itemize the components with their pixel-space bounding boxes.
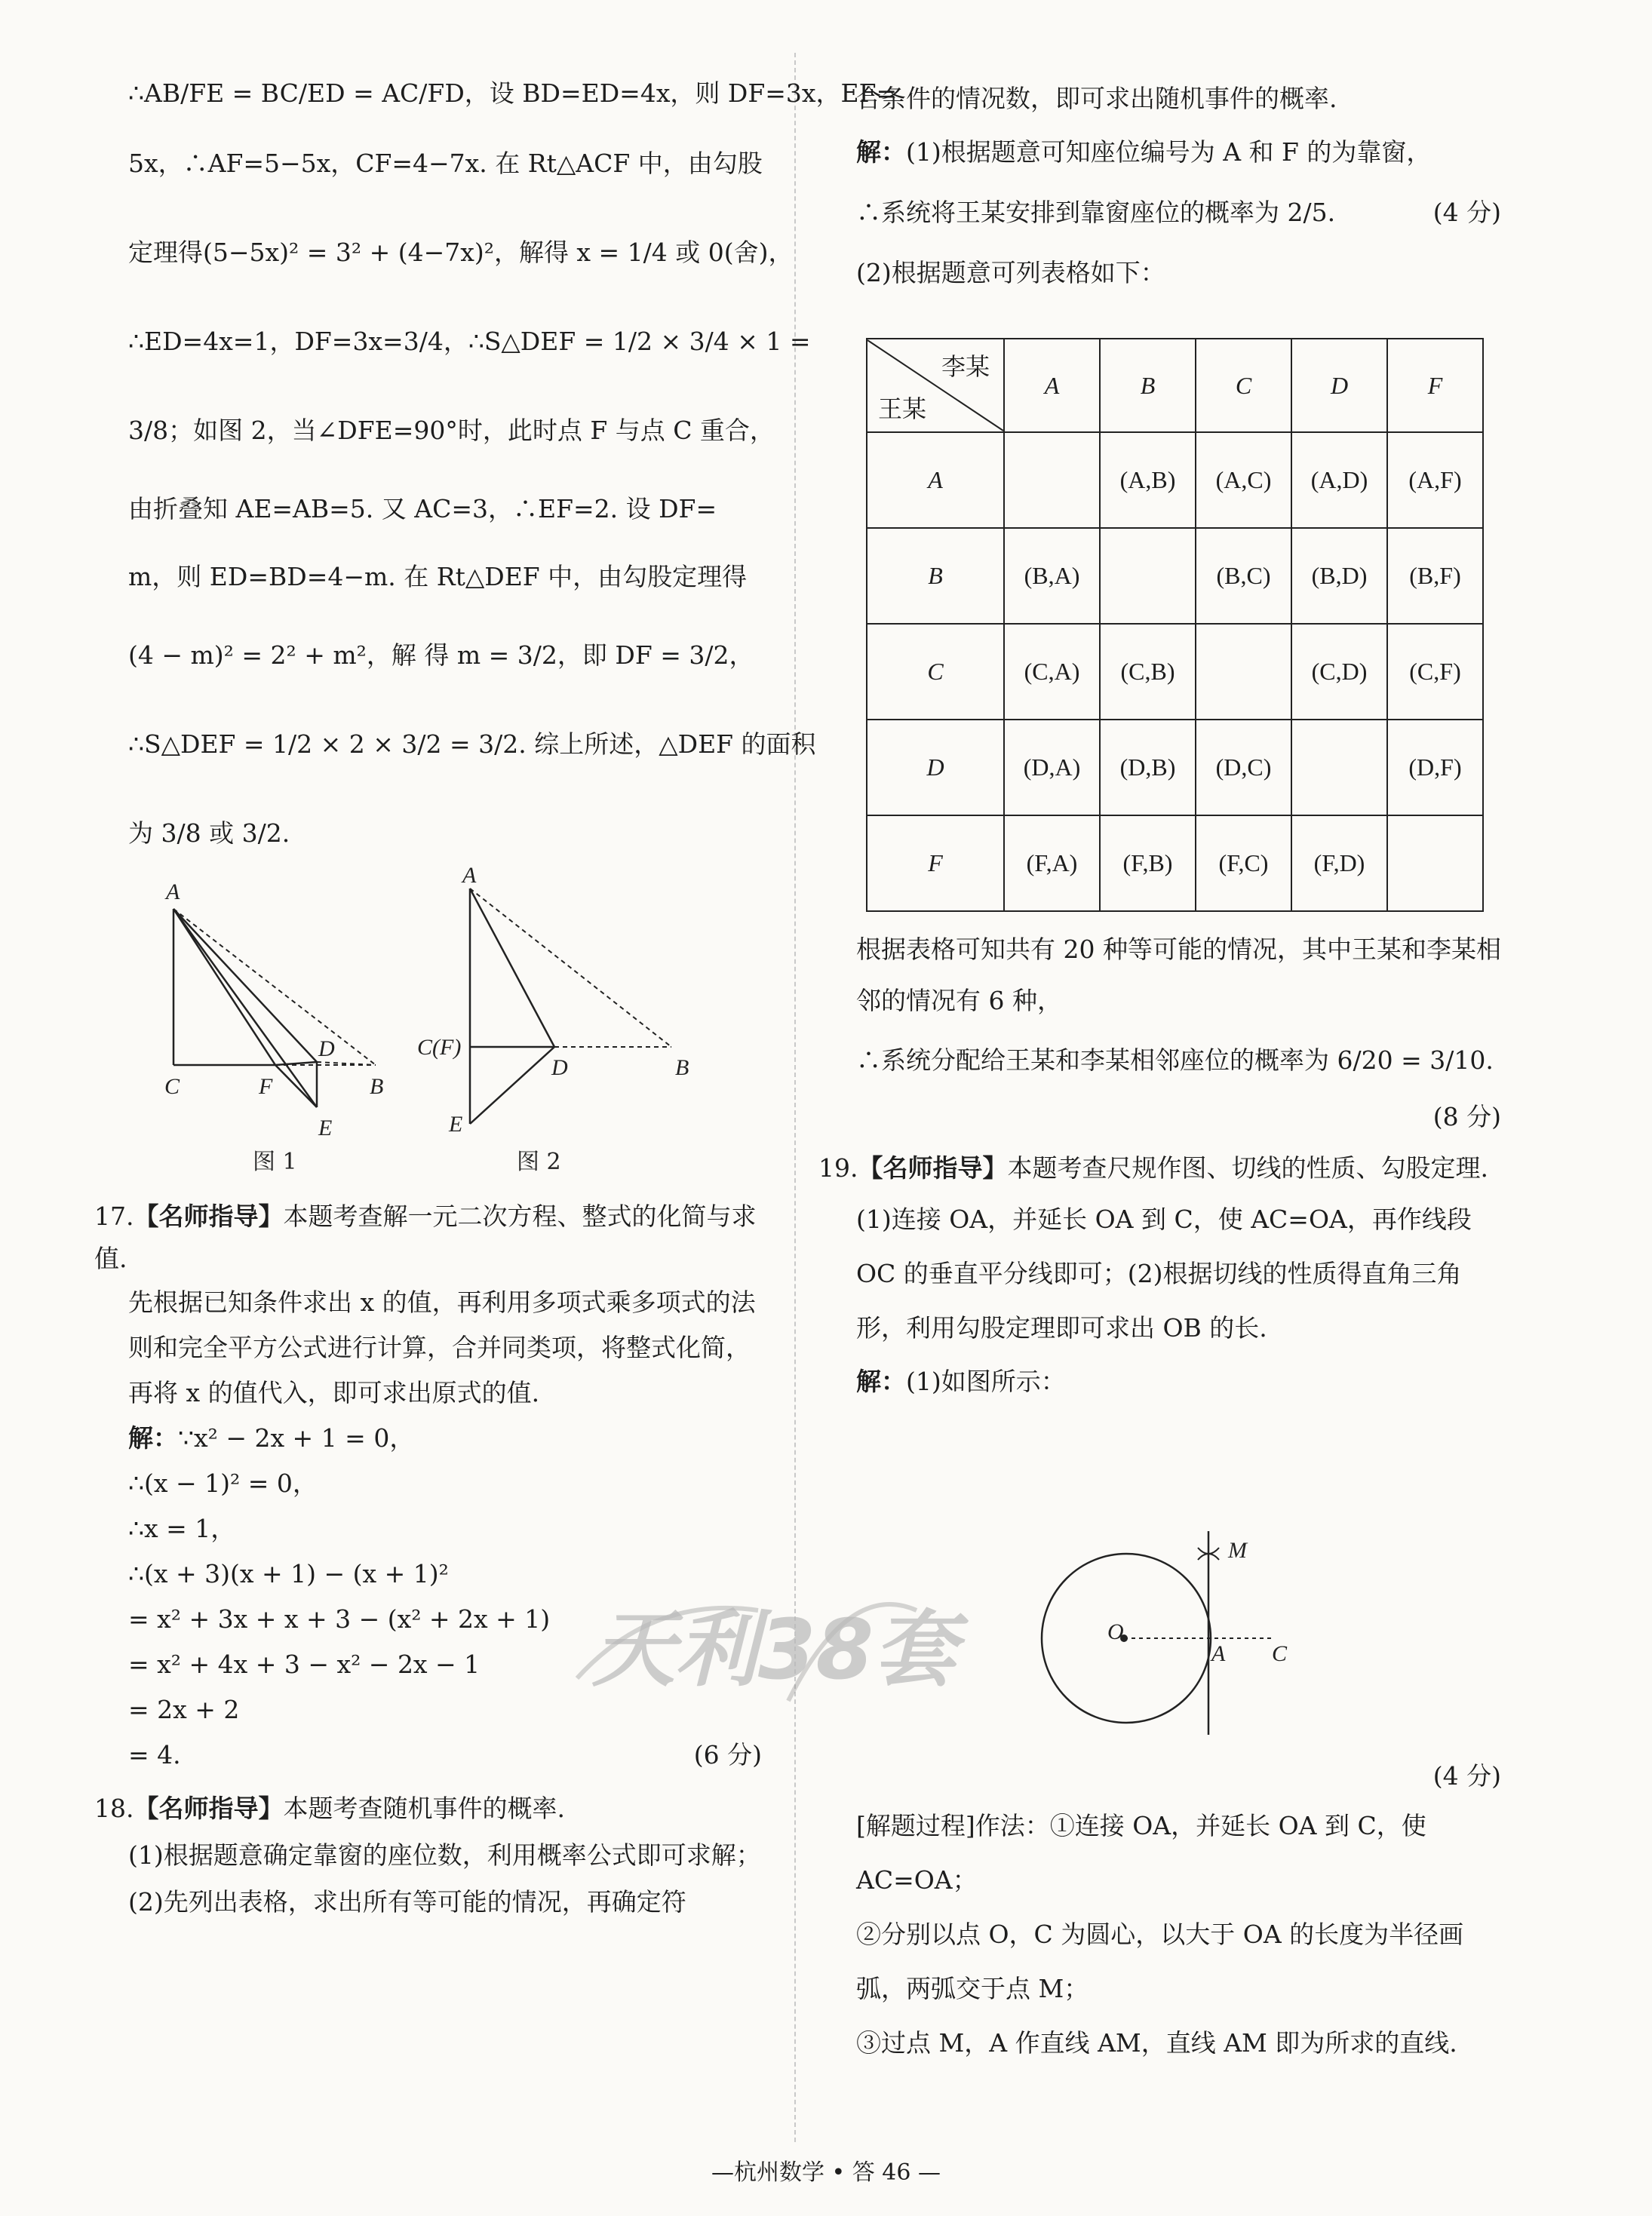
- table-cell: (D,A): [1004, 720, 1100, 815]
- q18-part1: (1)根据题意可知座位编号为 A 和 F 的为靠窗，: [906, 137, 1432, 167]
- q18-solve-label: 解：: [856, 137, 906, 167]
- q17-tag: 【名师指导】: [134, 1202, 284, 1231]
- col-header: F: [1387, 339, 1483, 432]
- solution-line: m，则 ED=BD=4−m. 在 Rt△DEF 中，由勾股定理得: [128, 562, 748, 591]
- row-header: B: [867, 528, 1004, 624]
- table-cell: [1100, 528, 1196, 624]
- label-C-F: C(F): [417, 1035, 462, 1060]
- row-header: A: [867, 432, 1004, 528]
- label-C: C: [1272, 1641, 1288, 1666]
- table-cell: (F,D): [1291, 815, 1387, 911]
- figure-2-caption: 图 2: [517, 1149, 561, 1175]
- table-cell: (B,A): [1004, 528, 1100, 624]
- label-O: O: [1107, 1619, 1124, 1644]
- seat-table: [866, 338, 1484, 912]
- q18-part1-result: ∴系统将王某安排到靠窗座位的概率为 2/5.: [856, 198, 1336, 227]
- label-E: E: [449, 1112, 463, 1137]
- table-cell: (A,B): [1100, 432, 1196, 528]
- table-cell: (D,C): [1196, 720, 1291, 815]
- q18-part2-text: 根据表格可知共有 20 种等可能的情况，其中王某和李某相邻的情况有 6 种，: [856, 935, 1501, 1015]
- probability-table: [866, 338, 1484, 912]
- q17-solve-label: 解：: [128, 1423, 178, 1453]
- label-A: A: [166, 879, 180, 904]
- table-corner-cell: [867, 339, 1004, 432]
- q19-guide: 本题考查尺规作图、切线的性质、勾股定理.: [1007, 1153, 1488, 1183]
- q17-step: ∴x = 1，: [128, 1514, 236, 1543]
- table-cell: (B,D): [1291, 528, 1387, 624]
- tianli-38-watermark-logo: [562, 1565, 1007, 1716]
- figure-1-caption: 图 1: [253, 1149, 297, 1175]
- watermark-text: 天利38套: [592, 1601, 957, 1698]
- label-C: C: [164, 1074, 180, 1099]
- label-F: F: [259, 1074, 273, 1099]
- table-cell: [1387, 815, 1483, 911]
- q17-block: [94, 1195, 762, 1926]
- solution-line: ∴ED=4x=1，DF=3x=3/4，∴S△DEF = 1/2 × 3/4 × 1 =: [128, 327, 811, 356]
- table-row: [867, 720, 1483, 815]
- table-cell: (D,F): [1387, 720, 1483, 815]
- q19-tag: 【名师指导】: [858, 1153, 1008, 1183]
- page-footer: —杭州数学 • 答 46 —: [711, 2159, 941, 2186]
- q18-number: 18.: [94, 1794, 134, 1823]
- row-header: C: [867, 624, 1004, 720]
- q19-process-step3: ③过点 M，A 作直线 AM，直线 AM 即为所求的直线.: [856, 2028, 1457, 2058]
- solution-line: ∴S△DEF = 1/2 × 2 × 3/2 = 3/2. 综上所述，△DEF 的面积: [128, 729, 816, 759]
- figure-1-diagram: [151, 867, 407, 1184]
- table-row: [867, 624, 1483, 720]
- q18-part1-score: (4 分): [1432, 198, 1501, 227]
- q18-cont: 合条件的情况数，即可求出随机事件的概率.: [856, 84, 1337, 113]
- solution-line: (4 − m)² = 2² + m²，解 得 m = 3/2，即 DF = 3/2，: [128, 640, 754, 670]
- table-row: [867, 815, 1483, 911]
- table-cell: (F,C): [1196, 815, 1291, 911]
- q18-analysis: (1)根据题意确定靠窗的座位数，利用概率公式即可求解；(2)先列出表格，求出所有等可能的情况，再确定符: [128, 1840, 761, 1917]
- solution-line: 定理得(5−5x)² = 3² + (4−7x)²，解得 x = 1/4 或 0(舍)，: [128, 238, 794, 267]
- q19-process-step2: ②分别以点 O，C 为圆心，以大于 OA 的长度为半径画弧，两弧交于点 M；: [856, 1920, 1464, 2003]
- table-cell: (C,D): [1291, 624, 1387, 720]
- q19-solve-text: (1)如图所示：: [906, 1367, 1066, 1396]
- q17-step: = 2x + 2: [128, 1695, 240, 1724]
- q17-step: = x² + 4x + 3 − x² − 2x − 1: [128, 1650, 481, 1679]
- corner-label-top: 李某: [941, 353, 990, 380]
- table-cell: (D,B): [1100, 720, 1196, 815]
- solution-line: 5x，∴AF=5−5x，CF=4−7x. 在 Rt△ACF 中，由勾股: [128, 149, 763, 178]
- left-column: [128, 68, 898, 878]
- q18-part2-result: ∴系统分配给王某和李某相邻座位的概率为 6/20 = 3/10.: [856, 1045, 1494, 1075]
- label-A: A: [462, 863, 477, 888]
- table-cell: (C,A): [1004, 624, 1100, 720]
- q19-construction-diagram: [1041, 1524, 1328, 1750]
- q19-analysis: (1)连接 OA，并延长 OA 到 C，使 AC=OA，再作线段 OC 的垂直平分线即可；(2)根据切线的性质得直角三角形，利用勾股定理即可求出 OB 的长.: [856, 1205, 1472, 1343]
- label-E: E: [318, 1116, 333, 1140]
- solution-line: 3/8；如图 2，当∠DFE=90°时，此时点 F 与点 C 重合，: [128, 416, 775, 445]
- solution-line: ∴AB/FE = BC/ED = AC/FD，设 BD=ED=4x，则 DF=3x，EF=: [128, 78, 898, 108]
- col-header: B: [1100, 339, 1196, 432]
- q17-step: ∴(x + 3)(x + 1) − (x + 1)²: [128, 1559, 449, 1588]
- label-D: D: [318, 1036, 335, 1061]
- label-A: A: [1211, 1641, 1226, 1666]
- q18-tag: 【名师指导】: [134, 1794, 284, 1823]
- q17-step: = 4.: [128, 1740, 181, 1769]
- corner-label-bottom: 王某: [878, 395, 927, 422]
- table-cell: [1291, 720, 1387, 815]
- table-row: [867, 432, 1483, 528]
- label-B: B: [675, 1055, 689, 1080]
- table-cell: [1196, 624, 1291, 720]
- col-header: A: [1004, 339, 1100, 432]
- col-header: C: [1196, 339, 1291, 432]
- q17-step: ∵x² − 2x + 1 = 0，: [178, 1423, 415, 1453]
- solution-line: 为 3/8 或 3/2.: [128, 818, 290, 848]
- label-D: D: [551, 1055, 568, 1080]
- q18-guide: 本题考查随机事件的概率.: [283, 1794, 565, 1823]
- table-row: [867, 528, 1483, 624]
- q19-score: (4 分): [1432, 1761, 1501, 1791]
- q19-process-step1: [解题过程]作法：①连接 OA，并延长 OA 到 C，使 AC=OA；: [856, 1811, 1426, 1895]
- table-cell: (B,C): [1196, 528, 1291, 624]
- table-cell: (A,F): [1387, 432, 1483, 528]
- q17-guide: 本题考查解一元二次方程、整式的化简与求值.: [94, 1202, 757, 1273]
- solution-line: 由折叠知 AE=AB=5. 又 AC=3，∴EF=2. 设 DF=: [128, 494, 717, 523]
- table-cell: (A,D): [1291, 432, 1387, 528]
- q16-solution: [128, 68, 898, 878]
- q17-number: 17.: [94, 1202, 134, 1231]
- table-cell: (F,A): [1004, 815, 1100, 911]
- table-cell: (B,F): [1387, 528, 1483, 624]
- q19-solve-label: 解：: [856, 1367, 906, 1396]
- row-header: F: [867, 815, 1004, 911]
- q19-number: 19.: [818, 1153, 858, 1183]
- col-header: D: [1291, 339, 1387, 432]
- q19-process: [856, 1754, 1501, 2070]
- label-M: M: [1228, 1538, 1247, 1563]
- table-cell: (A,C): [1196, 432, 1291, 528]
- table-cell: (F,B): [1100, 815, 1196, 911]
- q17-score: (6 分): [693, 1740, 762, 1769]
- q17-step: ∴(x − 1)² = 0，: [128, 1469, 318, 1498]
- q17-step: = x² + 3x + x + 3 − (x² + 2x + 1): [128, 1604, 551, 1634]
- table-cell: [1004, 432, 1100, 528]
- right-column: [856, 75, 1501, 303]
- q18-part2-conclusion: [818, 924, 1501, 1408]
- table-cell: (C,F): [1387, 624, 1483, 720]
- q18-part2-intro: (2)根据题意可列表格如下：: [856, 258, 1165, 287]
- q17-analysis: 先根据已知条件求出 x 的值，再利用多项式乘多项式的法则和完全平方公式进行计算，合并同类项，将整式化简，再将 x 的值代入，即可求出原式的值.: [128, 1288, 756, 1407]
- q18-part2-score: (8 分): [1432, 1102, 1501, 1131]
- row-header: D: [867, 720, 1004, 815]
- table-cell: (C,B): [1100, 624, 1196, 720]
- figure-2-diagram: [411, 860, 713, 1184]
- column-divider: [794, 53, 796, 2142]
- label-B: B: [370, 1074, 384, 1099]
